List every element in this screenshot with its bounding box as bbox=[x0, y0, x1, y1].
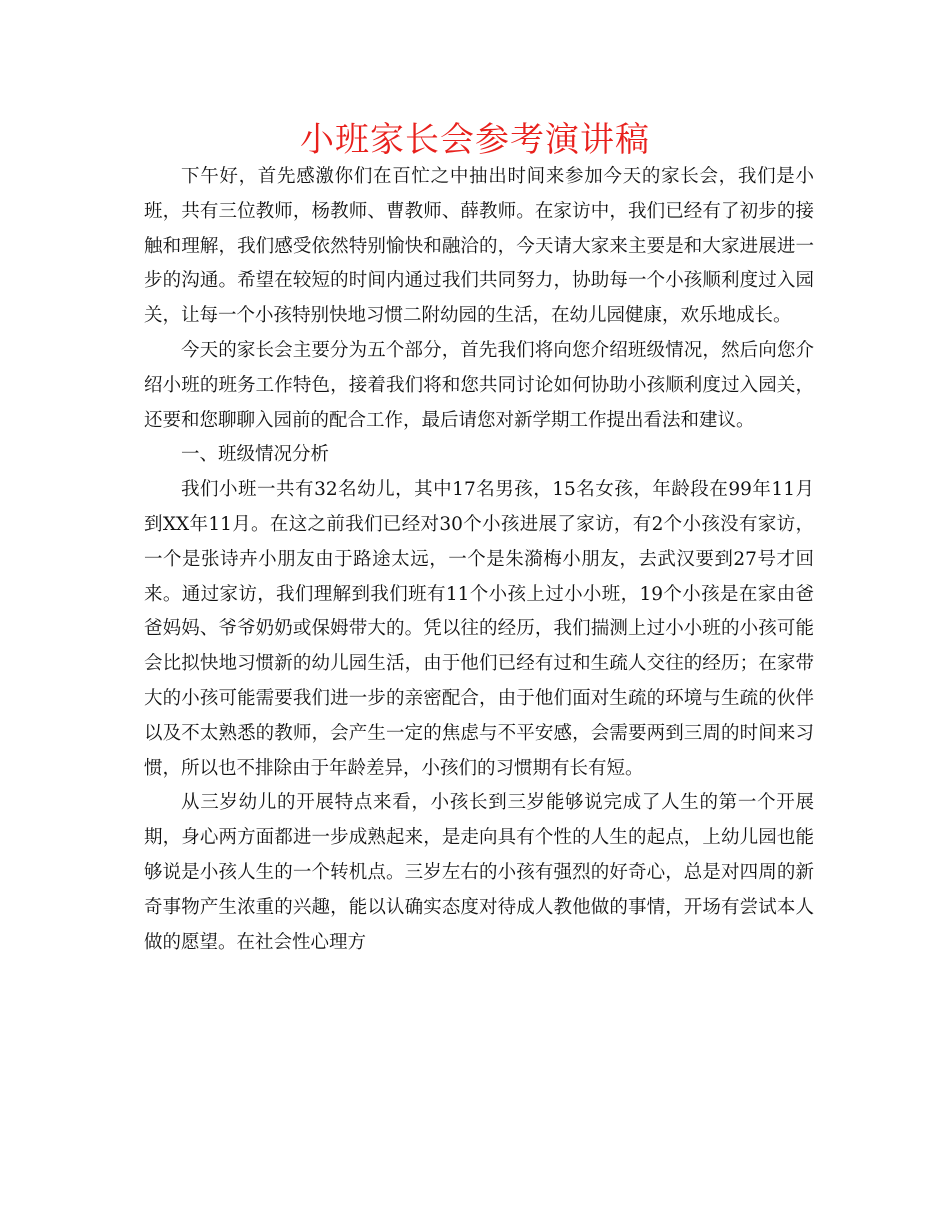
paragraph-development-features: 从三岁幼儿的开展特点来看，小孩长到三岁能够说完成了人生的第一个开展期，身心两方面都进一步成熟起来，是走向具有个性的人生的起点，上幼儿园也能够说是小孩人生的一个转机点。三岁左右的小孩有强烈的好奇心，总是对四周的新奇事物产生浓重的兴趣，能以认确实态度对待成人教他做的事情，开场有尝试本人做的愿望。在社会性心理方 bbox=[144, 792, 814, 953]
section-heading-class-analysis: 一、班级情况分析 bbox=[181, 444, 330, 466]
document-title: 小班家长会参考演讲稿 bbox=[300, 120, 650, 160]
paragraph-greeting: 下午好，首先感激你们在百忙之中抽出时间来参加今天的家长会，我们是小班，共有三位教师，杨教师、曹教师、薛教师。在家访中，我们已经有了初步的接触和理解，我们感受依然特别愉快和融洽的，今天请大家来主要是和大家进展进一步的沟通。希望在较短的时间内通过我们共同努力，协助每一个小孩顺利度过入园关，让每一个小孩特别快地习惯二附幼园的生活，在幼儿园健康，欢乐地成长。 bbox=[144, 166, 814, 327]
document-body bbox=[144, 160, 814, 960]
paragraph-agenda: 今天的家长会主要分为五个部分，首先我们将向您介绍班级情况，然后向您介绍小班的班务工作特色，接着我们将和您共同讨论如何协助小孩顺利度过入园关，还要和您聊聊入园前的配合工作，最后请您对新学期工作提出看法和建议。 bbox=[144, 339, 814, 431]
paragraph-class-situation: 我们小班一共有32名幼儿，其中17名男孩，15名女孩，年龄段在99年11月到XX年11月。在这之前我们已经对30个小孩进展了家访，有2个小孩没有家访，一个是张诗卉小朋友由于路途太远，一个是朱漪梅小朋友，去武汉要到27号才回来。通过家访，我们理解到我们班有11个小孩上过小小班，19个小孩是在家由爸爸妈妈、爷爷奶奶或保姆带大的。凭以往的经历，我们揣测上过小小班的小孩可能会比拟快地习惯新的幼儿园生活，由于他们已经有过和生疏人交往的经历；在家带大的小孩可能需要我们进一步的亲密配合，由于他们面对生疏的环境与生疏的伙伴以及不太熟悉的教师，会产生一定的焦虑与不平安感，会需要两到三周的时间来习惯，所以也不排除由于年龄差异，小孩们的习惯期有长有短。 bbox=[144, 479, 814, 779]
